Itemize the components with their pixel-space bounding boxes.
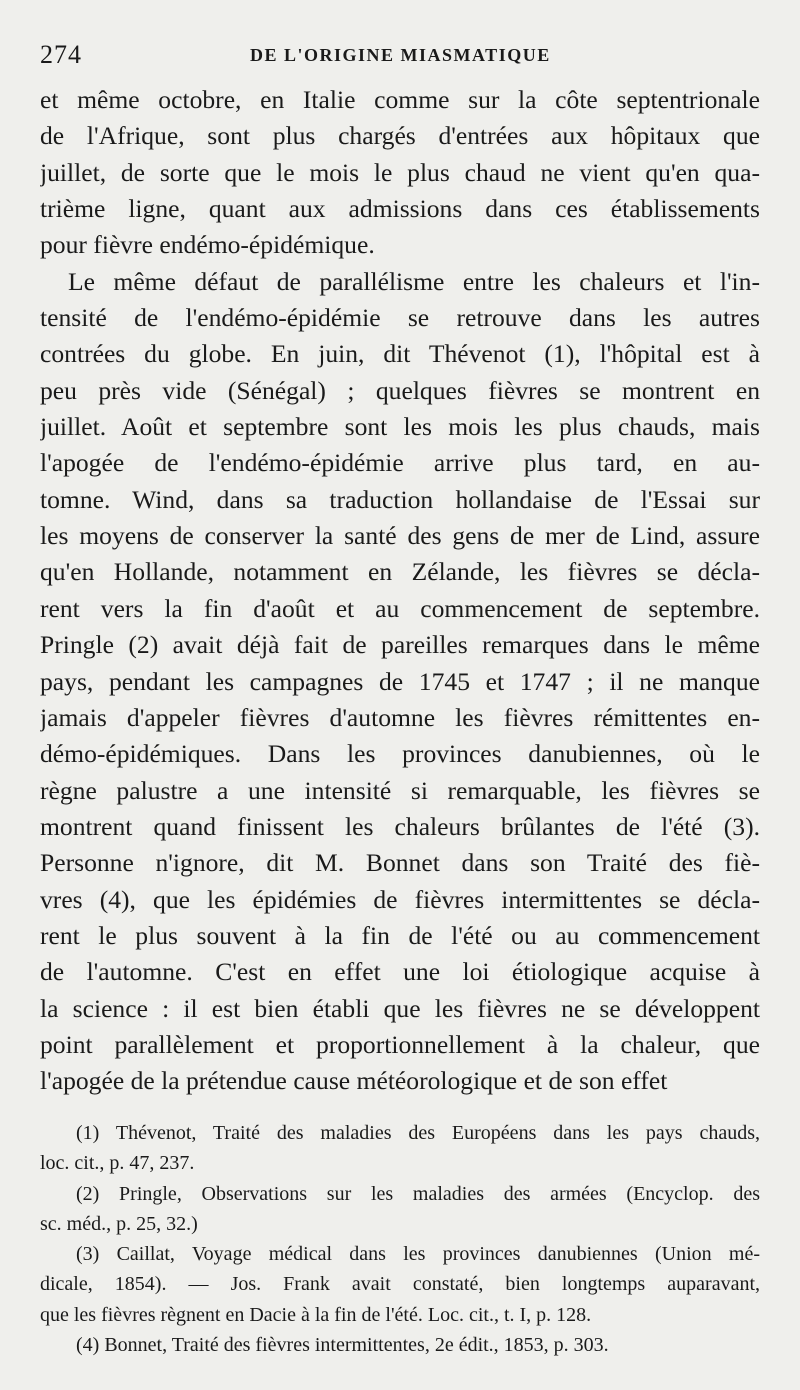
footnote-line: (1) Thévenot, Traité des maladies des Européens dans les pays chauds, <box>76 1122 760 1144</box>
text-line: de l'Afrique, sont plus chargés d'entrées aux hôpitaux que <box>40 121 760 151</box>
footnote-line: sc. méd., p. 25, 32.) <box>40 1212 198 1235</box>
text-line: peu près vide (Sénégal) ; quelques fièvres se montrent en <box>40 375 760 405</box>
text-line: trième ligne, quant aux admissions dans ces établissements <box>40 194 760 224</box>
text-line: la science : il est bien établi que les fièvres ne se développent <box>40 993 760 1023</box>
text-line: l'apogée de la prétendue cause météorologique et de son effet <box>40 1066 668 1096</box>
text-line: les moyens de conserver la santé des gens de mer de Lind, assure <box>40 521 760 551</box>
text-line: juillet, de sorte que le mois le plus chaud ne vient qu'en qua- <box>40 157 760 187</box>
main-text <box>40 82 760 1100</box>
text-line: Personne n'ignore, dit M. Bonnet dans son Traité des fiè- <box>40 848 760 878</box>
text-line: Pringle (2) avait déjà fait de pareilles remarques dans le même <box>40 630 760 660</box>
footnote-line: (2) Pringle, Observations sur les maladies des armées (Encyclop. des <box>76 1182 760 1205</box>
text-line: rent le plus souvent à la fin de l'été ou au commencement <box>40 920 760 950</box>
text-line: point parallèlement et proportionnellement à la chaleur, que <box>40 1029 760 1059</box>
text-line: démo-épidémiques. Dans les provinces danubiennes, où le <box>40 739 760 769</box>
text-line: vres (4), que les épidémies de fièvres intermittentes se décla- <box>40 884 760 914</box>
text-line: rent vers la fin d'août et au commencement de septembre. <box>40 593 760 623</box>
footnote-line: (4) Bonnet, Traité des fièvres intermittentes, 2e édit., 1853, p. 303. <box>76 1334 609 1357</box>
page-number: 274 <box>40 40 82 69</box>
text-line: qu'en Hollande, notamment en Zélande, les fièvres se décla- <box>40 557 760 587</box>
text-line: contrées du globe. En juin, dit Thévenot (1), l'hôpital est à <box>40 339 760 369</box>
text-line: montrent quand finissent les chaleurs brûlantes de l'été (3). <box>40 811 760 841</box>
footnote-line: dicale, 1854). — Jos. Frank avait constaté, bien longtemps auparavant, <box>40 1273 760 1296</box>
footnotes <box>40 1118 760 1360</box>
text-line: pour fièvre endémo-épidémique. <box>40 230 375 260</box>
text-line: Le même défaut de parallélisme entre les chaleurs et l'in- <box>68 266 760 296</box>
text-line: règne palustre a une intensité si remarquable, les fièvres se <box>40 775 760 805</box>
text-line: de l'automne. C'est en effet une loi étiologique acquise à <box>40 957 760 987</box>
text-line: tomne. Wind, dans sa traduction hollandaise de l'Essai sur <box>40 484 760 514</box>
running-head: DE L'ORIGINE MIASMATIQUE <box>250 45 551 65</box>
text-line: jamais d'appeler fièvres d'automne les fièvres rémittentes en- <box>40 702 760 732</box>
footnote-line: (3) Caillat, Voyage médical dans les provinces danubiennes (Union mé- <box>76 1243 760 1266</box>
page-header <box>40 40 760 76</box>
text-line: et même octobre, en Italie comme sur la côte septentrionale <box>40 85 760 114</box>
text-line: tensité de l'endémo-épidémie se retrouve dans les autres <box>40 303 760 333</box>
text-line: juillet. Août et septembre sont les mois les plus chauds, mais <box>40 412 760 442</box>
footnote-line: que les fièvres règnent en Dacie à la fin de l'été. Loc. cit., t. I, p. 128. <box>40 1303 592 1326</box>
text-line: pays, pendant les campagnes de 1745 et 1747 ; il ne manque <box>40 666 760 696</box>
text-line: l'apogée de l'endémo-épidémie arrive plus tard, en au- <box>40 448 760 478</box>
footnote-line: loc. cit., p. 47, 237. <box>40 1152 195 1175</box>
